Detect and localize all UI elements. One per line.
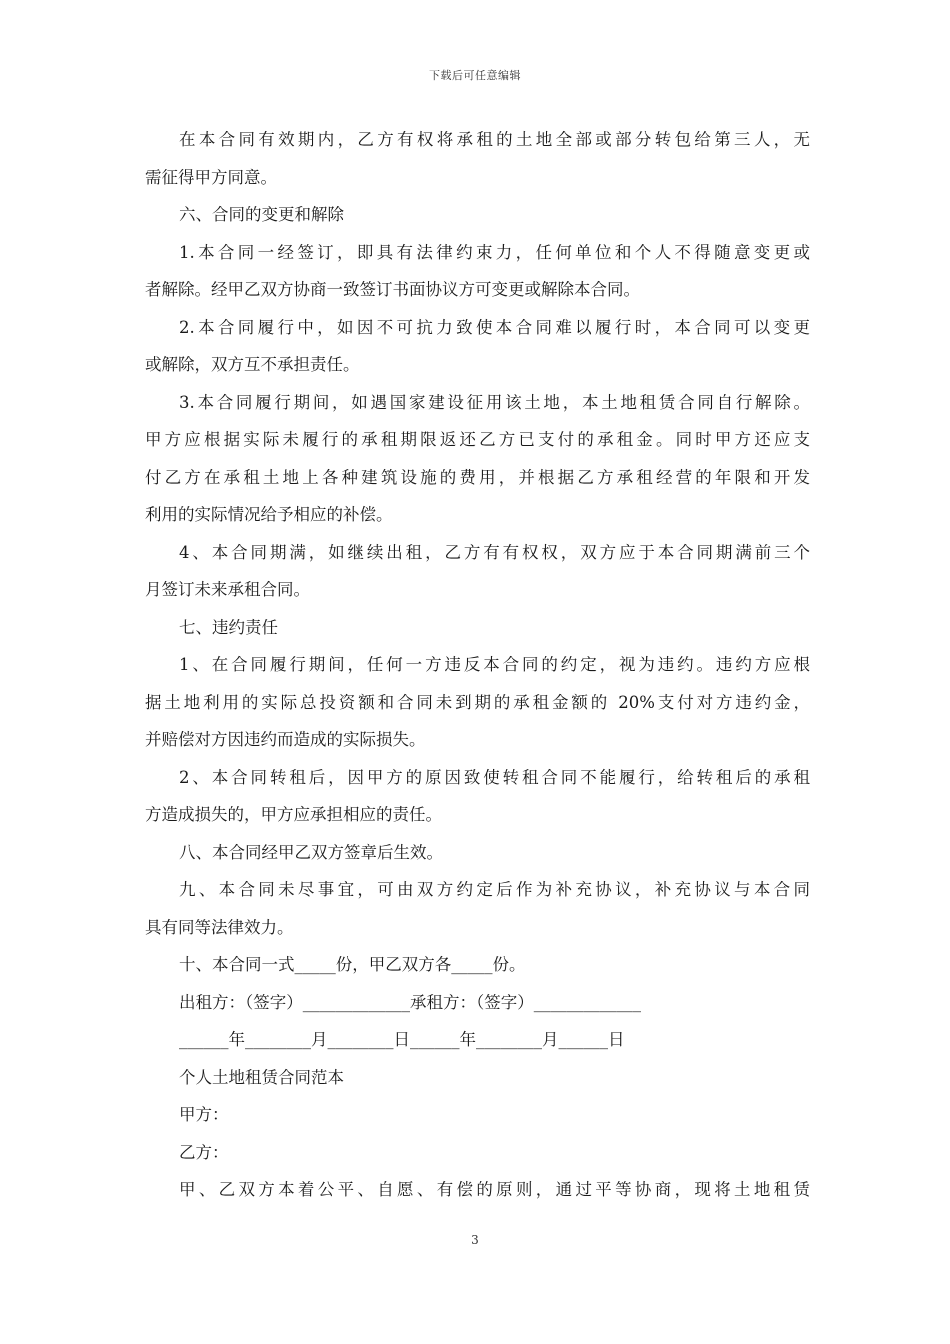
- text-line: 七、违约责任: [179, 617, 278, 637]
- text-line: 付乙方在承租土地上各种建筑设施的费用，并根据乙方承租经营的年限和开发: [145, 467, 810, 487]
- page-number: 3: [471, 1233, 479, 1247]
- text-line: 3.本合同履行期间，如遇国家建设征用该土地，本土地租赁合同自行解除。: [179, 392, 810, 412]
- text-line: 并赔偿对方因违约而造成的实际损失。: [145, 730, 426, 749]
- document-body: [145, 121, 810, 1209]
- text-line: 2、本合同转租后，因甲方的原因致使转租合同不能履行，给转租后的承租: [179, 767, 810, 787]
- text-line: 2.本合同履行中，如因不可抗力致使本合同难以履行时，本合同可以变更: [179, 317, 810, 337]
- text-line: 六、合同的变更和解除: [179, 205, 344, 224]
- text-line: 1.本合同一经签订，即具有法律约束力，任何单位和个人不得随意变更或: [179, 242, 810, 262]
- text-line: 出租方：（签字）_____________承租方：（签字）_____________: [179, 992, 641, 1012]
- text-line: 乙方：: [179, 1142, 229, 1162]
- text-line: 需征得甲方同意。: [145, 167, 277, 187]
- text-line: 据土地利用的实际总投资额和合同未到期的承租金额的 20%支付对方违约金，: [145, 692, 810, 712]
- page-header: 下载后可任意编辑: [429, 69, 521, 82]
- text-line: 八、本合同经甲乙双方签章后生效。: [179, 842, 443, 862]
- text-line: 方造成损失的，甲方应承担相应的责任。: [145, 805, 442, 824]
- text-line: 具有同等法律效力。: [145, 917, 294, 937]
- text-line: 在本合同有效期内，乙方有权将承租的土地全部或部分转包给第三人，无: [179, 130, 810, 149]
- text-line: 者解除。经甲乙双方协商一致签订书面协议方可变更或解除本合同。: [145, 280, 640, 299]
- text-line: 十、本合同一式_____份，甲乙双方各_____份。: [179, 955, 526, 974]
- text-line: 利用的实际情况给予相应的补偿。: [145, 505, 393, 524]
- text-line: 甲方：: [179, 1105, 229, 1124]
- text-line: 或解除，双方互不承担责任。: [145, 355, 360, 374]
- text-line: 九、本合同未尽事宜，可由双方约定后作为补充协议，补充协议与本合同: [179, 880, 810, 899]
- text-line: ______年________月________日______年________月______日: [179, 1030, 625, 1049]
- text-line: 甲、乙双方本着公平、自愿、有偿的原则，通过平等协商，现将土地租赁: [179, 1180, 810, 1199]
- text-line: 甲方应根据实际未履行的承租期限返还乙方已支付的承租金。同时甲方还应支: [145, 430, 810, 449]
- text-line: 个人土地租赁合同范本: [179, 1067, 344, 1087]
- text-line: 1、在合同履行期间，任何一方违反本合同的约定，视为违约。违约方应根: [179, 655, 810, 674]
- text-line: 月签订未来承租合同。: [145, 580, 310, 599]
- text-line: 4、本合同期满，如继续出租，乙方有有权权，双方应于本合同期满前三个: [179, 542, 810, 562]
